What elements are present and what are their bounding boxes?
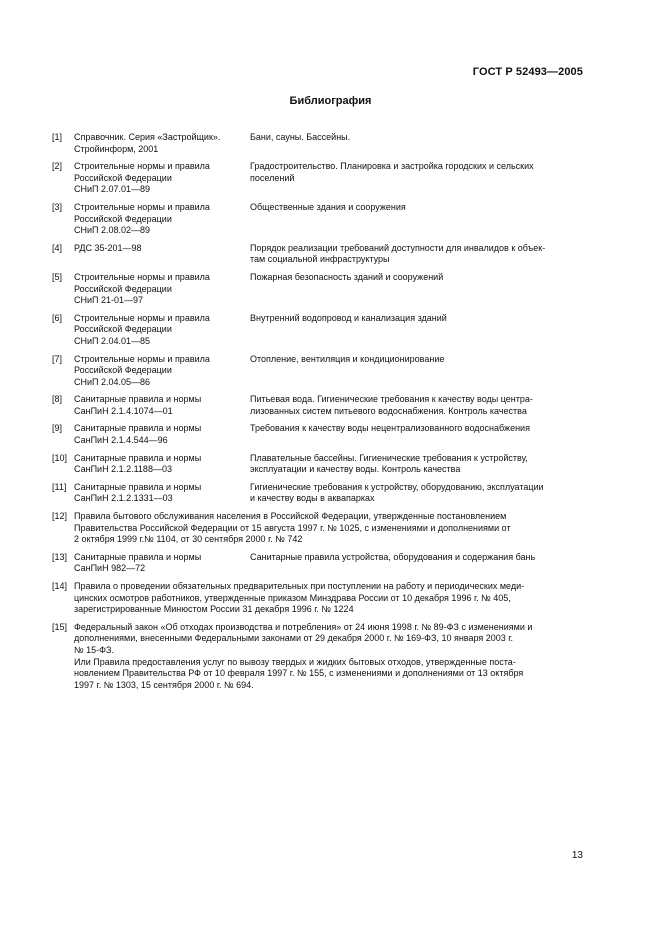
entry-source-line: СНиП 2.07.01—89 [74,184,151,195]
entry-source-line: Строительные нормы и правила [74,271,210,282]
entry-title-line: Градостроительство. Планировка и застройка городских и сельских [250,161,534,172]
entry-title [250,552,582,575]
entry-title-line: Гигиенические требования к устройству, оборудованию, эксплуатации [250,481,544,492]
entry-title [250,202,582,237]
entry-title-line: Внутренний водопровод и канализация зданий [250,312,447,323]
entry-number: [4] [52,242,63,253]
bibliography-entry [52,453,582,476]
entry-source-line: СНиП 2.04.05—86 [74,376,151,387]
bibliography-entry [52,354,582,389]
entry-source-line: Российской Федерации [74,365,172,376]
entry-source-line: Российской Федерации [74,172,172,183]
entry-source-line: СНиП 2.08.02—89 [74,225,151,236]
entry-source-line: СанПиН 2.1.2.1188—03 [74,464,172,475]
entry-number: [8] [52,394,63,405]
entry-number: [9] [52,423,63,434]
entry-full-line: Правила о проведении обязательных предварительных при поступлении на работу и периодических меди- [74,581,525,591]
bibliography-entry [52,313,582,348]
entry-source-line: Строительные нормы и правила [74,201,210,212]
entry-source [74,482,250,505]
entry-source [74,313,250,348]
entry-source-line: СНиП 21-01—97 [74,295,144,306]
bibliography-entry [52,394,582,417]
entry-source [74,354,250,389]
entry-full-line: Федеральный закон «Об отходах производства и потребления» от 24 июня 1998 г. № 89-ФЗ с изменениями и [74,621,533,632]
entry-number: [14] [52,581,68,591]
bibliography-entry [52,511,582,546]
bibliography-entry [52,552,582,575]
entry-title-line: Требования к качеству воды нецентрализованного водоснабжения [250,423,530,434]
entry-source [74,272,250,307]
entry-number: [10] [52,452,68,463]
entry-source-line: Российской Федерации [74,213,172,224]
entry-source-line: Санитарные правила и нормы [74,394,202,405]
entry-source-line: Санитарные правила и нормы [74,481,202,492]
bibliography-entry [52,202,582,237]
bibliography-entry [52,161,582,196]
entry-source-line: Справочник. Серия «Застройщик». [74,132,221,142]
entry-source [74,423,250,446]
entry-title-line: Плавательные бассейны. Гигиенические требования к устройству, [250,452,528,463]
entry-full-line: новлением Правительства РФ от 10 февраля 1997 г. № 155, с изменениями и дополнениями от 13 октября [74,668,524,679]
entry-title [250,161,582,196]
entry-title-line: Порядок реализации требований доступности для инвалидов к объек- [250,242,546,253]
bibliography-entry [52,581,582,616]
entry-full-text [74,622,582,692]
entry-full-line: 2 октября 1999 г.№ 1104, от 30 сентября 2000 г. № 742 [74,534,303,545]
entry-title [250,423,582,446]
entry-title-line: Пожарная безопасность зданий и сооружений [250,271,444,282]
entry-title [250,313,582,348]
entry-full-line: 1997 г. № 1303, 15 сентября 2000 г. № 694. [74,679,254,690]
entry-source-line: СанПиН 2.1.4.1074—01 [74,405,173,416]
entry-source-line: Российской Федерации [74,324,172,335]
entry-number: [13] [52,551,68,562]
entry-source [74,202,250,237]
entry-title-line: лизованных систем питьевого водоснабжения. Контроль качества [250,405,527,416]
entry-number: [2] [52,161,63,172]
entry-title-line: Отопление, вентиляция и кондиционирование [250,353,445,364]
entry-title-line: Общественные здания и сооружения [250,201,406,212]
entry-title [250,453,582,476]
entry-full-line: Правительства Российской Федерации от 15 августа 1997 г. № 1025, с изменениями и дополнениями от [74,522,511,533]
entry-full-line: № 15-ФЗ. [74,644,114,655]
entry-source [74,453,250,476]
entry-title-line: там социальной инфраструктуры [250,254,390,265]
entry-full-line: Правила бытового обслуживания населения в Российской Федерации, утвержденные постановлением [74,511,507,522]
entry-source-line: СНиП 2.04.01—85 [74,335,151,346]
document-code: ГОСТ Р 52493—2005 [472,66,583,78]
entry-source-line: Строительные нормы и правила [74,353,210,364]
entry-full-text [74,581,582,616]
entry-source-line: СанПиН 2.1.4.544—96 [74,435,168,446]
page-number: 13 [571,850,583,861]
entry-title [250,132,582,155]
entry-title [250,354,582,389]
entry-title [250,482,582,505]
entry-full-line: дополнениями, внесенными Федеральными законами от 29 декабря 2000 г. № 169-ФЗ, 10 января 2003 г. [74,633,513,644]
entry-source-line: Санитарные правила и нормы [74,551,202,562]
entry-source [74,161,250,196]
entry-source-line: СанПиН 2.1.2.1331—03 [74,493,173,504]
entry-title [250,243,582,266]
entry-number: [12] [52,511,68,522]
entry-source-line: Строительные нормы и правила [74,161,210,172]
entry-number: [6] [52,312,63,323]
entry-source-line: РДС 35-201—98 [74,242,142,253]
entry-source-line: Стройинформ, 2001 [74,143,159,154]
entry-source-line: Санитарные правила и нормы [74,423,202,434]
entry-source [74,243,250,266]
entry-number: [3] [52,201,63,212]
bibliography-list [52,132,582,697]
entry-title [250,394,582,417]
bibliography-entry [52,423,582,446]
entry-title-line: поселений [250,172,295,183]
entry-source-line: Российской Федерации [74,283,172,294]
page-title: Библиография [289,95,372,107]
entry-number: [7] [52,353,63,364]
entry-source [74,552,250,575]
entry-title-line: Бани, сауны. Бассейны. [250,132,351,142]
entry-number: [1] [52,132,63,142]
bibliography-entry [52,272,582,307]
entry-full-line: цинских осмотров работников, утвержденные приказом Минздрава России от 10 декабря 1996 г. № 405, [74,592,511,603]
entry-number: [11] [52,481,67,492]
entry-title-line: эксплуатации и качеству воды. Контроль качества [250,464,461,475]
entry-number: [15] [52,621,68,632]
bibliography-entry [52,622,582,692]
bibliography-entry [52,243,582,266]
entry-title-line: Питьевая вода. Гигиенические требования к качеству воды центра- [250,394,533,405]
entry-title-line: Санитарные правила устройства, оборудования и содержания бань [250,551,536,562]
entry-full-text [74,511,582,546]
entry-source-line: Строительные нормы и правила [74,312,210,323]
entry-source [74,394,250,417]
entry-title [250,272,582,307]
bibliography-entry [52,132,582,155]
entry-source-line: Санитарные правила и нормы [74,452,202,463]
entry-full-line: Или Правила предоставления услуг по вывозу твердых и жидких бытовых отходов, утвержденные поста- [74,656,516,667]
entry-number: [5] [52,271,63,282]
bibliography-entry [52,482,582,505]
entry-title-line: и качеству воды в аквапарках [250,493,375,504]
entry-full-line: зарегистрированные Минюстом России 31 декабря 1996 г. № 1224 [74,604,354,615]
entry-source-line: СанПиН 982—72 [74,563,146,574]
entry-source [74,132,250,155]
